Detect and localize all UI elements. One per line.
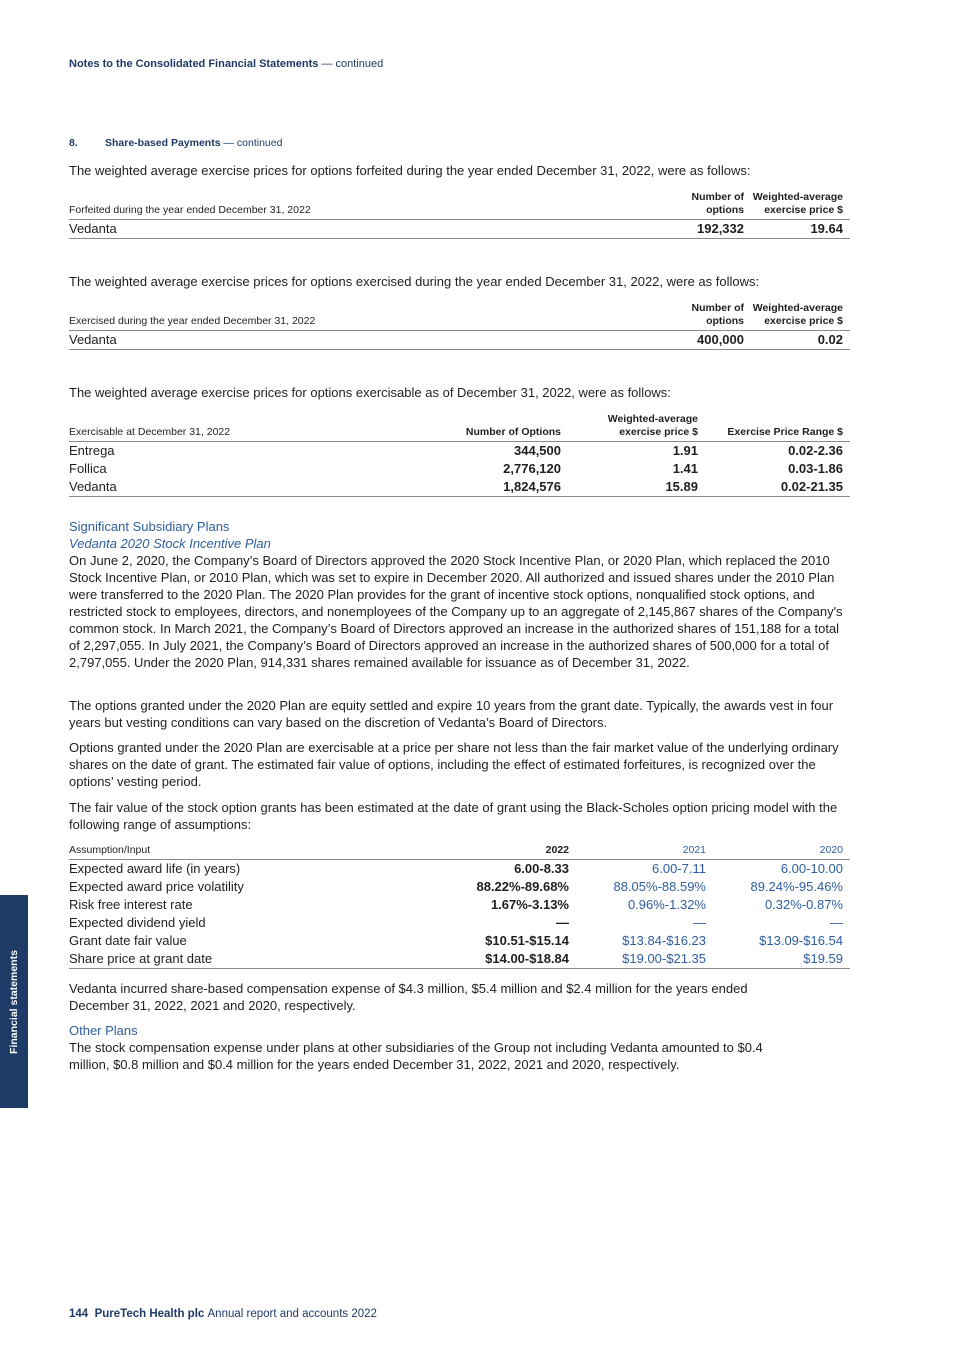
row-value-2021: — [693, 915, 706, 930]
col-year-2021: 2021 [682, 844, 706, 856]
row-price: 1.91 [672, 443, 698, 458]
row-label: Expected award price volatility [69, 879, 244, 894]
table-row [69, 860, 850, 879]
row-value-2020: — [830, 915, 843, 930]
row-label: Share price at grant date [69, 951, 213, 966]
row-label: Risk free interest rate [69, 897, 193, 912]
significant-paragraph-2: The options granted under the 2020 Plan are equity settled and expire 10 years from the grant date. Typically, the awards vest in four years but vesting conditions can vary based on the discretion of Vedanta’s Board of Directors. [69, 698, 834, 730]
row-value-2020: $13.09-$16.54 [759, 933, 843, 948]
table-row [69, 460, 850, 478]
row-number: 192,332 [697, 221, 744, 236]
exercised-table [69, 302, 850, 350]
row-number: 1,824,576 [503, 479, 561, 494]
row-price: 0.02 [817, 332, 843, 347]
sidebar-tab-financial-statements [0, 895, 28, 1108]
col-number-of-options: Number of options [691, 191, 744, 216]
row-range: 0.03-1.86 [788, 461, 843, 476]
row-value-2021: $19.00-$21.35 [622, 951, 706, 966]
row-price: 19.64 [810, 221, 843, 236]
row-name: Vedanta [69, 221, 117, 236]
section-continued: — continued [223, 137, 283, 149]
col-year-2022: 2022 [545, 844, 569, 856]
table-header-row [69, 191, 850, 220]
other-plans-text: The stock compensation expense under plans at other subsidiaries of the Group not including Vedanta amounted to $0.4 million, $0.8 million and $0.4 million for the years ended December 31, 2022, 2021 and 2020, respectively. [69, 1040, 763, 1072]
table-header-row [69, 302, 850, 331]
significant-heading: Significant Subsidiary Plans [69, 519, 230, 534]
table-row [69, 914, 850, 932]
exercised-label: Exercised during the year ended December 31, 2022 [69, 315, 316, 327]
row-number: 344,500 [514, 443, 561, 458]
table-row [69, 442, 850, 461]
page-footer [69, 1308, 377, 1320]
other-plans-heading: Other Plans [69, 1023, 138, 1038]
col-exercise-price-range: Exercise Price Range $ [727, 426, 843, 438]
row-value-2020: $19.59 [803, 951, 843, 966]
table-row [69, 932, 850, 950]
table-header-row [69, 413, 850, 442]
col-year-2020: 2020 [819, 844, 843, 856]
table-row [69, 896, 850, 914]
row-value-2021: 6.00-7.11 [652, 861, 706, 876]
row-value-2022: $14.00-$18.84 [485, 951, 569, 966]
row-value-2020: 0.32%-0.87% [764, 897, 843, 912]
row-label: Grant date fair value [69, 933, 187, 948]
table-header-row [69, 844, 850, 860]
significant-paragraph-4: The fair value of the stock option grants has been estimated at the date of grant using the Black-Scholes option pricing model with the following range of assumptions: [69, 800, 838, 832]
table-row [69, 220, 850, 239]
footer-document: Annual report and accounts 2022 [207, 1308, 377, 1320]
section-number: 8. [69, 137, 78, 149]
row-label: Expected dividend yield [69, 915, 206, 930]
section-title: Share-based Payments [105, 137, 221, 149]
running-header-title: Notes to the Consolidated Financial Statements [69, 58, 319, 70]
table-row [69, 950, 850, 969]
exercisable-intro: The weighted average exercise prices for options exercisable as of December 31, 2022, were as follows: [69, 385, 671, 400]
row-range: 0.02-2.36 [788, 443, 843, 458]
col-weighted-average-price: Weighted-average exercise price $ [607, 413, 698, 438]
col-number-of-options: Number of options [691, 302, 744, 327]
row-value-2021: 0.96%-1.32% [627, 897, 706, 912]
row-label: Expected award life (in years) [69, 861, 241, 876]
row-value-2020: 89.24%-95.46% [750, 879, 843, 894]
significant-paragraph-3: Options granted under the 2020 Plan are exercisable at a price per share not less than the fair market value of the underlying ordinary shares on the date of grant. The estimated fair value of options, including the effect of estimated forfeitures, is recognized over the options’ vesting period. [69, 740, 839, 789]
row-price: 1.41 [672, 461, 698, 476]
table-row [69, 331, 850, 350]
row-value-2021: 88.05%-88.59% [613, 879, 706, 894]
running-header-continued: — continued [321, 58, 384, 70]
table-row [69, 878, 850, 896]
assumptions-header-label: Assumption/Input [69, 844, 151, 856]
exercised-intro: The weighted average exercise prices for options exercised during the year ended December 31, 2022, were as follows: [69, 274, 760, 289]
assumptions-table [69, 844, 850, 969]
significant-subheading: Vedanta 2020 Stock Incentive Plan [69, 536, 271, 551]
row-value-2022: $10.51-$15.14 [485, 933, 569, 948]
row-value-2022: 1.67%-3.13% [490, 897, 569, 912]
col-number-of-options: Number of Options [465, 426, 561, 438]
row-value-2022: 88.22%-89.68% [476, 879, 569, 894]
row-name: Entrega [69, 443, 115, 458]
table-row [69, 478, 850, 497]
exercisable-label: Exercisable at December 31, 2022 [69, 426, 231, 438]
col-weighted-average-price: Weighted-average exercise price $ [752, 191, 843, 216]
row-number: 2,776,120 [503, 461, 561, 476]
row-number: 400,000 [697, 332, 744, 347]
forfeited-table [69, 191, 850, 239]
row-value-2021: $13.84-$16.23 [622, 933, 706, 948]
row-value-2022: — [556, 915, 569, 930]
col-weighted-average-price: Weighted-average exercise price $ [752, 302, 843, 327]
page-number: 144 [69, 1308, 89, 1320]
running-header [69, 58, 383, 70]
row-value-2020: 6.00-10.00 [780, 861, 843, 876]
row-value-2022: 6.00-8.33 [514, 861, 569, 876]
forfeited-intro: The weighted average exercise prices for options forfeited during the year ended December 31, 2022, were as follows: [69, 163, 751, 178]
expense-note: Vedanta incurred share-based compensation expense of $4.3 million, $5.4 million and $2.4 million for the years ended December 31, 2022, 2021 and 2020, respectively. [69, 981, 748, 1013]
row-range: 0.02-21.35 [780, 479, 843, 494]
exercisable-table [69, 413, 850, 497]
row-name: Vedanta [69, 332, 117, 347]
section-heading [69, 137, 282, 149]
sidebar-tab-label: Financial statements [8, 949, 20, 1054]
row-name: Follica [69, 461, 107, 476]
significant-paragraph-1: On June 2, 2020, the Company’s Board of Directors approved the 2020 Stock Incentive Plan, or 2020 Plan, which replaced the 2010 Stock Incentive Plan, or 2010 Plan, which was set to expire in December 2020. All authorized and issued shares under the 2010 Plan were transferred to the 2020 Plan. The 2020 Plan provides for the grant of incentive stock options, nonqualified stock options, and restricted stock to employees, directors, and nonemployees of the Company up to an aggregate of 2,145,867 shares of the Company's common stock. In March 2021, the Company’s Board of Directors approved an increase in the authorized shares of 151,188 for a total of 2,297,055. In July 2021, the Company’s Board of Directors approved an increase in the authorized shares of 500,000 for a total of 2,797,055. Under the 2020 Plan, 914,331 shares remained available for issuance as of December 31, 2022. [69, 553, 843, 670]
row-name: Vedanta [69, 479, 117, 494]
row-price: 15.89 [665, 479, 698, 494]
footer-company: PureTech Health plc [94, 1308, 205, 1320]
forfeited-label: Forfeited during the year ended December 31, 2022 [69, 204, 311, 216]
